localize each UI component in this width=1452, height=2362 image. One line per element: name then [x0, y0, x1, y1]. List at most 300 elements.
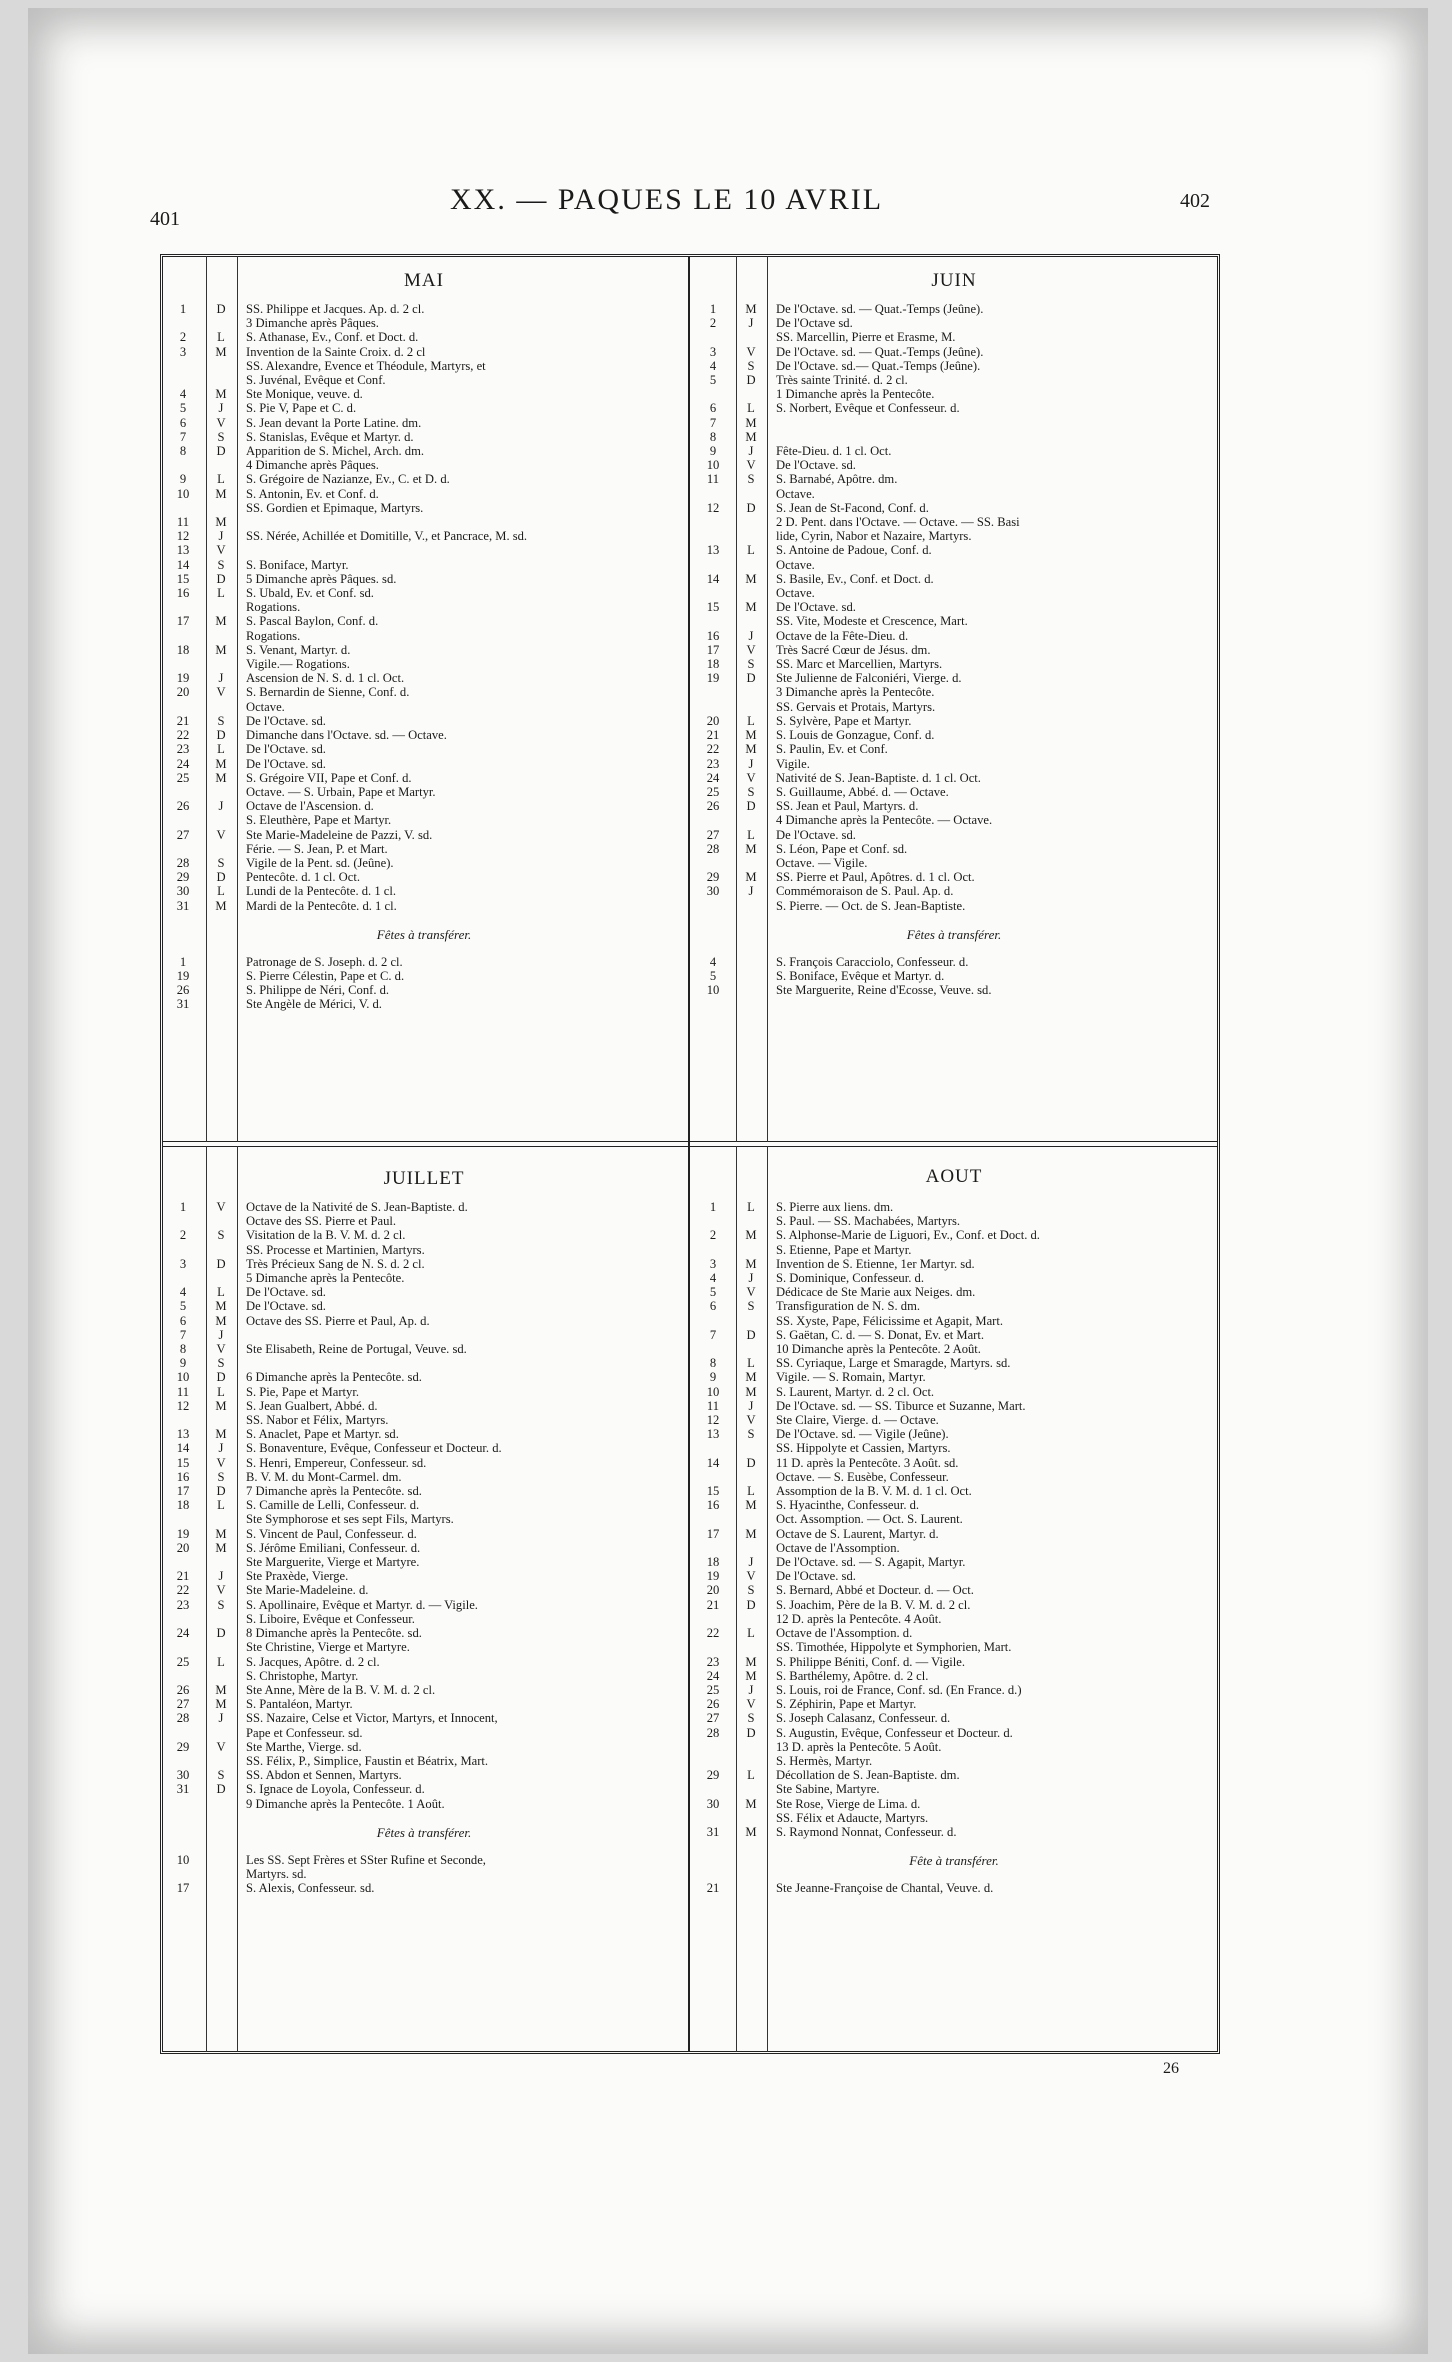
weekday-letter: L — [217, 586, 225, 601]
day-number: 7 — [179, 429, 187, 444]
transferred-feast-row — [160, 969, 688, 983]
weekday-letter: M — [745, 742, 757, 757]
weekday-letter: L — [747, 713, 755, 728]
feast-description: S. Jean de St-Facond, Conf. d. 2 D. Pent. dans l'Octave. — Octave. — SS. Basi lide, Cyrin, Nabor et Nazaire, Martyrs. — [776, 500, 1020, 544]
day-number: 13 — [176, 1427, 190, 1442]
day-number: 7 — [709, 1327, 717, 1342]
day-number: 24 — [706, 1668, 720, 1683]
calendar-row — [160, 472, 688, 486]
weekday-letter: J — [748, 1271, 754, 1286]
calendar-row — [160, 899, 688, 913]
calendar-row — [160, 1697, 688, 1711]
month-rows — [160, 1200, 688, 1895]
weekday-letter: L — [747, 827, 755, 842]
weekday-letter: M — [215, 898, 227, 913]
weekday-letter: J — [218, 529, 224, 544]
calendar-row — [690, 1356, 1218, 1370]
calendar-row — [160, 1356, 688, 1370]
day-number: 31 — [176, 1782, 190, 1797]
feast-description: S. Hyacinthe, Confesseur. d. Oct. Assomption. — Oct. S. Laurent. — [776, 1498, 963, 1527]
feast-description: De l'Octave. sd. — [246, 1299, 326, 1314]
calendar-row — [690, 1683, 1218, 1697]
feast-description: Ste Elisabeth, Reine de Portugal, Veuve. sd. — [246, 1342, 467, 1357]
feast-description: S. Bernard, Abbé et Docteur. d. — Oct. — [776, 1583, 974, 1598]
calendar-row — [690, 302, 1218, 316]
calendar-row — [160, 799, 688, 827]
calendar-row — [160, 742, 688, 756]
weekday-letter: J — [748, 756, 754, 771]
weekday-letter — [736, 955, 766, 969]
calendar-row — [160, 1655, 688, 1683]
weekday-letter: S — [217, 557, 225, 572]
transferred-feast-row — [160, 997, 688, 1011]
feast-description: Ste Julienne de Falconiéri, Vierge. d. 3 Dimanche après la Pentecôte. SS. Gervais et Protais, Martyrs. — [776, 671, 962, 714]
day-number: 21 — [706, 1881, 720, 1896]
feast-description: De l'Octave. sd. — [776, 827, 856, 842]
calendar-row — [160, 1626, 688, 1654]
weekday-letter: V — [216, 1342, 226, 1357]
weekday-letter: V — [746, 458, 756, 473]
weekday-letter: M — [745, 870, 757, 885]
weekday-letter: L — [747, 543, 755, 558]
day-number: 18 — [176, 642, 190, 657]
weekday-letter: V — [746, 1697, 756, 1712]
calendar-row — [690, 1626, 1218, 1654]
day-number: 23 — [176, 742, 190, 757]
weekday-letter: S — [747, 1299, 755, 1314]
feast-description: Ste Jeanne-Françoise de Chantal, Veuve. d. — [776, 1881, 994, 1896]
calendar-row — [160, 1299, 688, 1313]
transfer-heading: Fêtes à transférer. — [376, 926, 472, 942]
month-title: MAI — [404, 270, 444, 291]
weekday-letter: V — [746, 1413, 756, 1428]
calendar-row — [160, 728, 688, 742]
weekday-letter: D — [216, 1370, 226, 1385]
weekday-letter: M — [215, 1526, 227, 1541]
day-number: 6 — [179, 1313, 187, 1328]
page-title: XX. — PAQUES LE 10 AVRIL — [450, 183, 884, 216]
feast-description: Octave de S. Laurent, Martyr. d. Octave de l'Assomption. — [776, 1526, 939, 1555]
feast-description: Ste Marie-Madeleine. d. — [246, 1583, 369, 1598]
weekday-letter — [206, 969, 236, 983]
feast-description: Ste Rose, Vierge de Lima. d. SS. Félix et Adaucte, Martyrs. — [776, 1796, 929, 1825]
feast-description: 8 Dimanche après la Pentecôte. sd. Ste Christine, Vierge et Martyre. — [246, 1626, 422, 1655]
day-number: 1 — [709, 1200, 717, 1214]
day-number: 31 — [706, 1824, 720, 1839]
day-number: 29 — [176, 870, 190, 885]
weekday-letter: M — [745, 571, 757, 586]
weekday-letter: V — [746, 344, 756, 359]
day-number: 21 — [176, 713, 190, 728]
feast-description: S. Jean devant la Porte Latine. dm. — [246, 415, 422, 430]
feast-description: Commémoraison de S. Paul. Ap. d. S. Pierre. — Oct. de S. Jean-Baptiste. — [776, 884, 966, 913]
day-number: 27 — [176, 1697, 190, 1712]
calendar-row — [690, 1726, 1218, 1769]
calendar-row — [690, 842, 1218, 870]
day-number: 13 — [706, 1427, 720, 1442]
calendar-row — [690, 728, 1218, 742]
day-number: 2 — [709, 316, 717, 331]
weekday-letter: V — [746, 770, 756, 785]
transferred-feast-row — [690, 1881, 1218, 1895]
day-number: 15 — [176, 571, 190, 586]
feast-description: S. Athanase, Ev., Conf. et Doct. d. — [246, 330, 419, 345]
feast-description: S. Boniface, Evêque et Martyr. d. — [776, 968, 945, 983]
feast-description: SS. Marc et Marcellien, Martyrs. — [776, 657, 943, 672]
calendar-row — [690, 373, 1218, 401]
feast-description: Fête-Dieu. d. 1 cl. Oct. — [776, 444, 892, 459]
day-number: 26 — [176, 1682, 190, 1697]
feast-description: Vigile de la Pent. sd. (Jeûne). — [246, 855, 394, 870]
calendar-row — [690, 472, 1218, 500]
calendar-row — [160, 1768, 688, 1782]
day-number: 21 — [706, 728, 720, 743]
feast-description: De l'Octave. sd. — [246, 756, 326, 771]
day-number: 16 — [176, 586, 190, 601]
weekday-letter: M — [745, 728, 757, 743]
calendar-row — [690, 1427, 1218, 1455]
day-number: 29 — [706, 1768, 720, 1783]
day-number: 18 — [176, 1498, 190, 1513]
feast-description: S. Grégoire de Nazianze, Ev., C. et D. d. — [246, 472, 450, 487]
day-number: 14 — [706, 571, 720, 586]
feast-description: Très Précieux Sang de N. S. d. 2 cl. 5 Dimanche après la Pentecôte. — [246, 1256, 425, 1286]
calendar-row — [690, 1385, 1218, 1399]
weekday-letter: J — [748, 316, 754, 331]
feast-description: Ste Claire, Vierge. d. — Octave. — [776, 1413, 939, 1428]
feast-description: Très sainte Trinité. d. 2 cl. 1 Dimanche après la Pentecôte. — [776, 373, 935, 402]
day-number: 13 — [176, 543, 190, 558]
calendar-row — [690, 1697, 1218, 1711]
weekday-letter: D — [216, 870, 226, 885]
calendar-row — [160, 1782, 688, 1810]
weekday-letter: S — [217, 1228, 225, 1243]
day-number: 11 — [706, 1398, 720, 1413]
feast-description: S. Joseph Calasanz, Confesseur. d. — [776, 1711, 951, 1726]
weekday-letter: M — [215, 614, 227, 629]
feast-description: S. Ubald, Ev. et Conf. sd. Rogations. — [246, 586, 374, 615]
day-number: 2 — [179, 1228, 187, 1243]
calendar-row — [160, 1257, 688, 1285]
weekday-letter: D — [746, 1327, 756, 1342]
calendar-row — [690, 359, 1218, 373]
feast-description: 7 Dimanche après la Pentecôte. sd. — [246, 1484, 422, 1499]
feast-description: S. François Caracciolo, Confesseur. d. — [776, 954, 969, 969]
day-number: 16 — [706, 628, 720, 643]
calendar-row — [690, 757, 1218, 771]
feast-description: S. Barnabé, Apôtre. dm. Octave. — [776, 472, 898, 501]
feast-description: Nativité de S. Jean-Baptiste. d. 1 cl. Oct. — [776, 770, 981, 785]
day-number: 18 — [706, 1555, 720, 1570]
weekday-letter: V — [746, 1285, 756, 1300]
feast-description: S. Gaëtan, C. d. — S. Donat, Ev. et Mart. 10 Dimanche après la Pentecôte. 2 Août. — [776, 1327, 984, 1357]
day-number: 24 — [176, 1626, 190, 1641]
day-number: 26 — [706, 1697, 720, 1712]
day-number: 8 — [709, 429, 717, 444]
day-number: 26 — [176, 983, 190, 998]
calendar-row — [690, 444, 1218, 458]
weekday-letter: M — [215, 770, 227, 785]
feast-description: S. Pantaléon, Martyr. — [246, 1697, 353, 1712]
feast-description: S. Philippe de Néri, Conf. d. — [246, 983, 390, 998]
calendar-row — [690, 1711, 1218, 1725]
feast-description: S. Guillaume, Abbé. d. — Octave. — [776, 784, 949, 799]
calendar-row — [690, 1555, 1218, 1569]
day-number: 15 — [706, 1484, 720, 1499]
day-number: 20 — [176, 1540, 190, 1555]
day-number: 20 — [706, 1583, 720, 1598]
day-number: 2 — [709, 1228, 717, 1243]
calendar-row — [160, 330, 688, 344]
calendar-row — [160, 1427, 688, 1441]
calendar-row — [690, 1655, 1218, 1669]
weekday-letter: M — [215, 756, 227, 771]
calendar-row — [160, 1342, 688, 1356]
day-number: 14 — [706, 1455, 720, 1470]
weekday-letter: M — [745, 1256, 757, 1271]
feast-description: De l'Octave. sd. — Quat.-Temps (Jeûne). — [776, 302, 984, 316]
calendar-row — [160, 671, 688, 685]
weekday-letter: D — [216, 1484, 226, 1499]
weekday-letter: V — [216, 543, 226, 558]
day-number: 5 — [709, 1285, 717, 1300]
day-number: 19 — [176, 968, 190, 983]
weekday-letter: S — [217, 855, 225, 870]
day-number: 3 — [709, 1256, 717, 1271]
calendar-row — [160, 387, 688, 401]
feast-description: Décollation de S. Jean-Baptiste. dm. Ste Sabine, Martyre. — [776, 1768, 960, 1797]
feast-description: S. Alexis, Confesseur. sd. — [246, 1881, 375, 1896]
feast-description: SS. Abdon et Sennen, Martyrs. — [246, 1768, 402, 1783]
day-number: 9 — [709, 444, 717, 459]
weekday-letter — [206, 1853, 236, 1881]
day-number: 10 — [706, 458, 720, 473]
feast-description: Octave de la Fête-Dieu. d. — [776, 628, 909, 643]
day-number: 10 — [176, 1370, 190, 1385]
day-number: 9 — [179, 1356, 187, 1371]
feast-description: De l'Octave sd. SS. Marcellin, Pierre et Erasme, M. — [776, 316, 956, 345]
calendar-row — [690, 1598, 1218, 1626]
weekday-letter: J — [748, 628, 754, 643]
day-number: 6 — [709, 1299, 717, 1314]
weekday-letter: D — [746, 799, 756, 814]
calendar-row — [160, 828, 688, 856]
weekday-letter: L — [217, 472, 225, 487]
weekday-letter: S — [747, 358, 755, 373]
weekday-letter: L — [217, 330, 225, 345]
feast-description: Dimanche dans l'Octave. sd. — Octave. — [246, 728, 447, 743]
calendar-row — [690, 1299, 1218, 1327]
day-number: 23 — [176, 1597, 190, 1612]
weekday-letter: D — [216, 444, 226, 459]
feast-description: SS. Nazaire, Celse et Victor, Martyrs, et Innocent, Pape et Confesseur. sd. — [246, 1711, 498, 1740]
day-number: 26 — [176, 799, 190, 814]
feast-description: S. Pierre aux liens. dm. S. Paul. — SS. Machabées, Martyrs. — [776, 1200, 960, 1229]
day-number: 30 — [176, 1768, 190, 1783]
calendar-row — [690, 1583, 1218, 1597]
day-number: 22 — [706, 1626, 720, 1641]
calendar-row — [160, 884, 688, 898]
weekday-letter: M — [745, 1526, 757, 1541]
weekday-letter: M — [215, 1299, 227, 1314]
day-number: 6 — [179, 415, 187, 430]
weekday-letter: S — [217, 713, 225, 728]
feast-description: S. Raymond Nonnat, Confesseur. d. — [776, 1824, 957, 1839]
feast-description: S. Anaclet, Pape et Martyr. sd. — [246, 1427, 399, 1442]
day-number: 28 — [706, 841, 720, 856]
weekday-letter: L — [747, 1626, 755, 1641]
month-block-juillet — [160, 1146, 688, 2052]
weekday-letter — [206, 997, 236, 1011]
calendar-row — [160, 685, 688, 713]
weekday-letter: L — [747, 1484, 755, 1499]
feast-description: S. Apollinaire, Evêque et Martyr. d. — Vigile. S. Liboire, Evêque et Confesseur. — [246, 1597, 478, 1626]
calendar-row — [160, 529, 688, 543]
day-number: 12 — [176, 529, 190, 544]
feast-description: 5 Dimanche après Pâques. sd. — [246, 571, 397, 586]
weekday-letter: D — [216, 1626, 226, 1641]
weekday-letter: D — [216, 571, 226, 586]
calendar-row — [160, 771, 688, 799]
feast-description: Vigile. — S. Romain, Martyr. — [776, 1370, 926, 1385]
weekday-letter: V — [216, 1739, 226, 1754]
day-number: 10 — [176, 486, 190, 501]
feast-description: S. Pascal Baylon, Conf. d. Rogations. — [246, 614, 379, 643]
weekday-letter: M — [745, 1384, 757, 1399]
day-number: 17 — [176, 1484, 190, 1499]
weekday-letter: V — [746, 642, 756, 657]
day-number: 10 — [706, 983, 720, 998]
feast-description: S. Zéphirin, Pape et Martyr. — [776, 1697, 917, 1712]
day-number: 24 — [706, 770, 720, 785]
day-number: 5 — [179, 1299, 187, 1314]
transferred-feast-row — [160, 955, 688, 969]
weekday-letter: S — [217, 429, 225, 444]
weekday-letter: J — [218, 1327, 224, 1342]
feast-description: Ascension de N. S. d. 1 cl. Oct. — [246, 671, 405, 686]
feast-description: Visitation de la B. V. M. d. 2 cl. SS. Processe et Martinien, Martyrs. — [246, 1228, 425, 1257]
weekday-letter: L — [747, 401, 755, 416]
calendar-row — [690, 1498, 1218, 1526]
feast-description: S. Sylvère, Pape et Martyr. — [776, 713, 912, 728]
calendar-row — [160, 1441, 688, 1455]
weekday-letter: D — [746, 500, 756, 515]
day-number: 30 — [706, 884, 720, 899]
day-number: 28 — [176, 855, 190, 870]
weekday-letter: L — [747, 1768, 755, 1783]
day-number: 11 — [176, 515, 190, 530]
weekday-letter: L — [217, 1654, 225, 1669]
day-number: 17 — [176, 614, 190, 629]
day-number: 29 — [176, 1739, 190, 1754]
calendar-row — [160, 1456, 688, 1470]
weekday-letter: D — [216, 302, 226, 316]
feast-description: S. Paulin, Ev. et Conf. — [776, 742, 888, 757]
calendar-row — [160, 1370, 688, 1384]
feast-description — [766, 416, 1218, 430]
day-number: 8 — [179, 444, 187, 459]
calendar-row — [160, 714, 688, 728]
calendar-row — [160, 444, 688, 472]
weekday-letter: D — [216, 728, 226, 743]
weekday-letter: J — [218, 1569, 224, 1584]
day-number: 5 — [709, 968, 717, 983]
weekday-letter: V — [216, 1455, 226, 1470]
weekday-letter: M — [745, 1370, 757, 1385]
feast-description: De l'Octave. sd. — [246, 713, 326, 728]
day-number: 23 — [706, 756, 720, 771]
day-number: 11 — [176, 1384, 190, 1399]
day-number: 19 — [176, 1526, 190, 1541]
day-number: 16 — [176, 1469, 190, 1484]
day-number: 19 — [706, 671, 720, 686]
weekday-letter: M — [745, 1668, 757, 1683]
feast-description: Dédicace de Ste Marie aux Neiges. dm. — [776, 1285, 976, 1300]
calendar-row — [690, 1768, 1218, 1796]
transfer-heading: Fêtes à transférer. — [906, 926, 1002, 942]
weekday-letter: S — [217, 1469, 225, 1484]
calendar-row — [160, 1228, 688, 1256]
day-number: 9 — [709, 1370, 717, 1385]
feast-description: S. Bernardin de Sienne, Conf. d. Octave. — [246, 685, 410, 714]
weekday-letter: L — [217, 742, 225, 757]
day-number: 27 — [176, 827, 190, 842]
weekday-letter: M — [215, 1313, 227, 1328]
calendar-row — [160, 1711, 688, 1739]
day-number: 26 — [706, 799, 720, 814]
feast-description: De l'Octave. sd. — [246, 1285, 326, 1300]
day-number: 19 — [176, 671, 190, 686]
weekday-letter: M — [745, 415, 757, 430]
feast-description: Les SS. Sept Frères et SSter Rufine et Seconde, Martyrs. sd. — [246, 1852, 486, 1881]
calendar-row — [690, 870, 1218, 884]
feast-description: Octave de la Nativité de S. Jean-Baptiste. d. Octave des SS. Pierre et Paul. — [246, 1200, 468, 1229]
calendar-row — [160, 401, 688, 415]
weekday-letter: J — [748, 1398, 754, 1413]
feast-description: S. Jacques, Apôtre. d. 2 cl. S. Christophe, Martyr. — [246, 1654, 380, 1683]
feast-description: De l'Octave. sd. SS. Vite, Modeste et Crescence, Mart. — [776, 600, 968, 629]
day-number: 8 — [709, 1356, 717, 1371]
transferred-feast-row — [160, 1853, 688, 1881]
calendar-row — [690, 501, 1218, 544]
feast-description — [236, 543, 688, 557]
feast-description: S. Joachim, Père de la B. V. M. d. 2 cl. 12 D. après la Pentecôte. 4 Août. — [776, 1597, 971, 1626]
calendar-row — [160, 1740, 688, 1768]
calendar-row — [160, 1569, 688, 1583]
calendar-row — [690, 799, 1218, 827]
weekday-letter: V — [746, 1569, 756, 1584]
month-block-juin — [690, 256, 1218, 1142]
feast-description — [236, 515, 688, 529]
weekday-letter: D — [746, 671, 756, 686]
weekday-letter: S — [747, 1427, 755, 1442]
calendar-row — [160, 856, 688, 870]
weekday-letter — [736, 983, 766, 997]
feast-description: Ste Marthe, Vierge. sd. SS. Félix, P., Simplice, Faustin et Béatrix, Mart. — [246, 1739, 489, 1768]
feast-description: S. Pierre Célestin, Pape et C. d. — [246, 968, 405, 983]
calendar-row — [690, 671, 1218, 714]
day-number: 29 — [706, 870, 720, 885]
weekday-letter: M — [215, 515, 227, 530]
calendar-row — [160, 870, 688, 884]
day-number: 28 — [176, 1711, 190, 1726]
calendar-row — [690, 1825, 1218, 1839]
feast-description: Assomption de la B. V. M. d. 1 cl. Oct. — [776, 1484, 972, 1499]
day-number: 4 — [709, 1271, 717, 1286]
transfer-heading: Fêtes à transférer. — [376, 1824, 472, 1840]
day-number: 15 — [706, 600, 720, 615]
feast-description: SS. Jean et Paul, Martyrs. d. 4 Dimanche après la Pentecôte. — Octave. — [776, 799, 993, 828]
